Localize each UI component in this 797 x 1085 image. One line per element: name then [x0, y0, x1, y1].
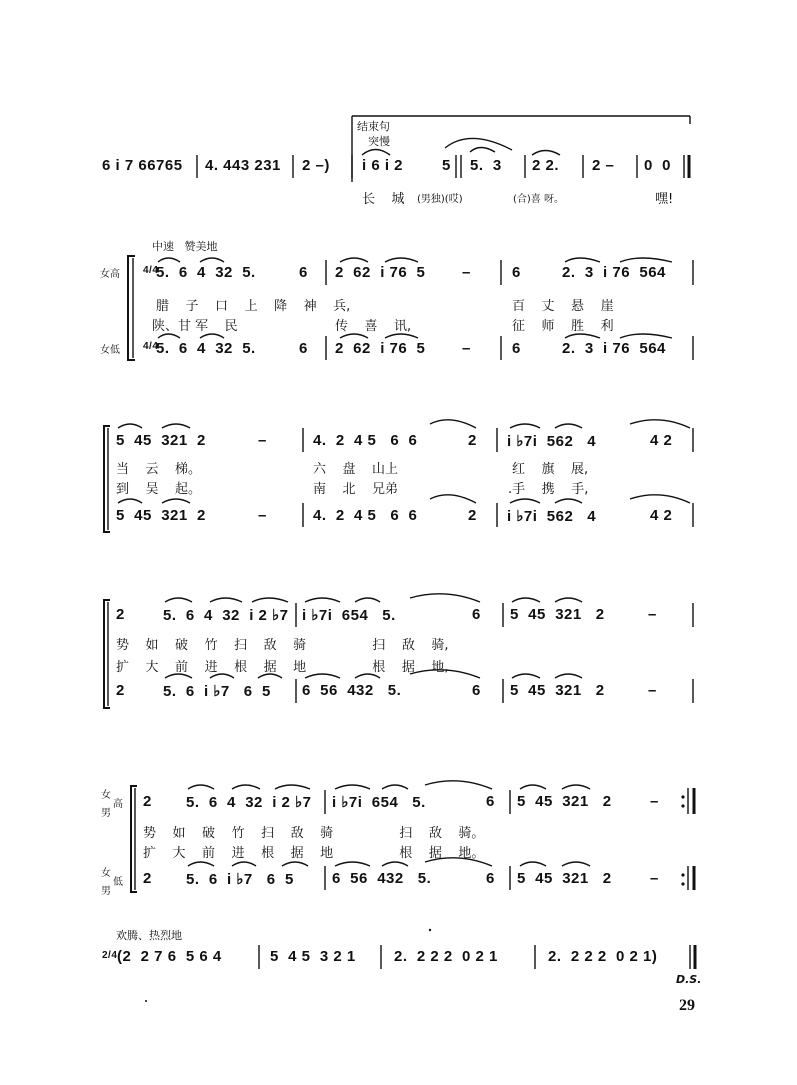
slur — [335, 862, 370, 866]
slur — [425, 858, 492, 866]
notes-s2-high-a: 5 45 321 2 — [116, 432, 206, 449]
lyric-s1-line2-c: 征 师 胜 利 — [512, 319, 614, 334]
notes-s5-a: (2 2 7 6 5 6 4 — [117, 948, 222, 965]
slur — [565, 258, 600, 262]
notes-top-d: i 6 i 2 — [362, 157, 404, 174]
slur — [340, 334, 368, 338]
slur — [382, 862, 408, 866]
lyric-top-a: 长 城 — [362, 192, 405, 207]
notes-s3-low-a: 2 — [116, 682, 125, 699]
notes-top-h: 2 – — [592, 157, 615, 174]
slur — [188, 785, 214, 789]
notes-s4-high-d: 6 — [486, 793, 495, 810]
slur — [520, 785, 546, 789]
slur — [562, 862, 590, 866]
slur — [252, 598, 288, 602]
notes-s4-low-c: 6 56 432 5. — [332, 870, 432, 887]
slur — [555, 598, 582, 602]
slur — [565, 334, 600, 338]
slur — [282, 862, 308, 866]
notes-s3-high-f: – — [648, 606, 657, 623]
time-signature-1b: 4/4 — [143, 341, 159, 352]
notes-top-g: 2 2. — [532, 157, 560, 174]
notes-s1-high-e: 6 — [512, 264, 521, 281]
notes-s4-low-d: 6 — [486, 870, 495, 887]
lyric-top-d: 嘿! — [655, 192, 674, 207]
notes-s2-high-f: 4 2 — [650, 432, 673, 449]
notes-s4-low-b: 5. 6 i ♭7 6 5 — [186, 871, 294, 888]
notes-s2-low-d: 2 — [468, 507, 477, 524]
notes-top-f: 5. 3 — [470, 157, 502, 174]
part-label-low: 女低 — [100, 345, 120, 356]
repeat-dot — [681, 795, 684, 798]
speck — [145, 1000, 147, 1002]
slur — [620, 258, 672, 262]
notes-s2-high-b: – — [258, 432, 267, 449]
slur — [430, 420, 476, 428]
part-label-4-low-3: 男 — [101, 886, 111, 897]
notes-s2-high-e: i ♭7i 562 4 — [507, 433, 597, 450]
lyric-s2-line1-c: 红 旗 展, — [512, 462, 589, 477]
slur — [410, 594, 480, 602]
slur — [510, 499, 540, 503]
part-label-4-high-1: 女 — [101, 790, 111, 801]
system-bracket — [104, 426, 110, 532]
speck — [429, 929, 431, 931]
slur — [258, 674, 282, 678]
slur — [512, 598, 540, 602]
slur — [210, 598, 242, 602]
notes-s4-high-e: 5 45 321 2 — [517, 793, 612, 810]
slur — [512, 674, 540, 678]
slur — [118, 424, 142, 428]
notes-s3-low-b: 5. 6 i ♭7 6 5 — [163, 683, 271, 700]
slur — [532, 151, 560, 156]
slur — [555, 499, 582, 503]
notes-s3-high-c: i ♭7i 654 5. — [302, 607, 396, 624]
slur — [165, 674, 192, 678]
notes-s3-high-a: 2 — [116, 606, 125, 623]
slur — [232, 862, 256, 866]
slur — [200, 258, 224, 262]
system-bracket — [128, 256, 135, 360]
repeat-dot — [681, 882, 684, 885]
notes-s1-low-b: 6 — [299, 340, 308, 357]
slur — [210, 674, 234, 678]
notes-s2-low-a: 5 45 321 2 — [116, 507, 206, 524]
lyric-s2-line1-b: 六 盘 山上 — [313, 462, 399, 477]
notes-s2-high-c: 4. 2 4 5 6 6 — [313, 432, 418, 449]
tempo-box-text-2: 突慢 — [368, 135, 390, 148]
slur — [165, 598, 192, 602]
time-signature-5: 2/4 — [102, 950, 118, 961]
lyric-s1-line1-b: 百 丈 悬 崖 — [512, 299, 614, 314]
notes-s3-high-b: 5. 6 4 32 i 2 ♭7 — [163, 607, 289, 624]
lyric-s2-line2-a: 到 吴 起。 — [116, 482, 202, 497]
slur — [425, 781, 492, 789]
notes-s3-high-d: 6 — [472, 606, 481, 623]
page-number: 29 — [679, 997, 695, 1014]
lyric-s1-line1-a: 腊 子 口 上 降 神 兵, — [156, 299, 351, 314]
lyric-s3-line2: 扩 大 前 进 根 据 地 根 据 地, — [116, 660, 449, 675]
slur — [188, 862, 214, 866]
lyric-s2-line2-b: 南 北 兄弟 — [313, 482, 399, 497]
lyric-s1-line2-a: 陕、甘 军 民 — [152, 319, 238, 334]
notes-s2-low-c: 4. 2 4 5 6 6 — [313, 507, 418, 524]
notes-s4-high-b: 5. 6 4 32 i 2 ♭7 — [186, 794, 312, 811]
slur — [340, 258, 368, 262]
notes-s3-low-f: – — [648, 682, 657, 699]
notes-s4-high-f: – — [650, 793, 659, 810]
lyric-s1-line2-b: 传 喜 讯, — [335, 319, 412, 334]
notes-s1-low-c: 2 62 i 76 5 — [335, 340, 426, 357]
notes-s4-low-e: 5 45 321 2 — [517, 870, 612, 887]
notes-s1-low-d: – — [462, 340, 471, 357]
slur — [430, 495, 476, 503]
notes-s5-b: 5 4 5 3 2 1 — [270, 948, 356, 965]
time-signature-1a: 4/4 — [143, 265, 159, 276]
system-bracket — [131, 786, 137, 892]
lyric-top-b: (男独)(哎) — [417, 194, 463, 205]
slur — [630, 420, 690, 428]
slur — [355, 598, 380, 602]
notes-s1-high-c: 2 62 i 76 5 — [335, 264, 426, 281]
slur — [335, 785, 370, 789]
slur — [158, 258, 180, 262]
notes-s2-low-b: – — [258, 507, 267, 524]
slur — [562, 785, 590, 789]
notes-s3-low-e: 5 45 321 2 — [510, 682, 605, 699]
notes-s1-high-d: – — [462, 264, 471, 281]
notes-s1-low-e: 6 — [512, 340, 521, 357]
lyric-s4-line1: 势 如 破 竹 扫 敌 骑 扫 敌 骑。 — [143, 826, 485, 841]
tempo-box-outline — [352, 116, 690, 182]
notes-s4-high-c: i ♭7i 654 5. — [332, 794, 426, 811]
notes-s3-low-d: 6 — [472, 682, 481, 699]
slur — [275, 785, 310, 789]
notes-s2-low-e: i ♭7i 562 4 — [507, 508, 597, 525]
notes-s1-high-f: 2. 3 i 76 564 — [562, 264, 666, 281]
notes-s4-low-a: 2 — [143, 870, 152, 887]
tempo-box-text-1: 结束句 — [357, 120, 390, 133]
lyric-s2-line2-c: .手 携 手, — [508, 482, 589, 497]
notes-top-e: 5 — [442, 157, 451, 174]
slur — [200, 334, 224, 338]
repeat-dot — [681, 804, 684, 807]
notes-s4-low-f: – — [650, 870, 659, 887]
part-label-4-low-2: 低 — [113, 877, 123, 888]
slur — [555, 424, 582, 428]
slur — [305, 674, 340, 678]
slur — [158, 334, 180, 338]
notes-s4-high-a: 2 — [143, 793, 152, 810]
lyric-s4-line2: 扩 大 前 进 根 据 地 根 据 地。 — [143, 846, 485, 861]
slur — [362, 150, 390, 156]
notes-s5-d: 2. 2 2 2 0 2 1) — [548, 948, 658, 965]
lyric-s3-line1: 势 如 破 竹 扫 敌 骑 扫 敌 骑, — [116, 638, 449, 653]
lyric-top-c: (合)喜 呀。 — [513, 194, 564, 205]
slur — [118, 499, 142, 503]
notes-s2-high-d: 2 — [468, 432, 477, 449]
notes-s1-high-a: 5. 6 4 32 5. — [156, 264, 256, 281]
ds-marking: D.S. — [676, 973, 702, 986]
slur — [385, 334, 418, 338]
slur — [305, 598, 340, 602]
slur — [162, 499, 190, 503]
slur — [510, 424, 540, 428]
repeat-dot — [681, 873, 684, 876]
notes-top-b: 4. 443 231 — [205, 157, 281, 174]
slur — [162, 424, 190, 428]
notes-s3-high-e: 5 45 321 2 — [510, 606, 605, 623]
slur — [620, 334, 672, 338]
lyric-s2-line1-a: 当 云 梯。 — [116, 462, 202, 477]
slur — [470, 148, 495, 153]
notes-top-i: 0 0 — [644, 157, 672, 174]
notes-top-a: 6 i 7 66765 — [102, 157, 183, 174]
slur — [520, 862, 546, 866]
notes-top-c: 2 –) — [302, 157, 330, 174]
slur — [232, 785, 260, 789]
notes-s5-c: 2. 2 2 2 0 2 1 — [394, 948, 498, 965]
part-label-high: 女高 — [100, 269, 120, 280]
notes-s2-low-f: 4 2 — [650, 507, 673, 524]
tempo-system5: 欢腾、热烈地 — [116, 929, 182, 942]
slur — [385, 258, 418, 262]
slur — [410, 670, 480, 678]
slur — [630, 495, 690, 503]
part-label-4-high-3: 男 — [101, 808, 111, 819]
notes-s1-high-b: 6 — [299, 264, 308, 281]
slur — [555, 674, 582, 678]
notes-s1-low-a: 5. 6 4 32 5. — [156, 340, 256, 357]
slur — [355, 674, 380, 678]
notes-s1-low-f: 2. 3 i 76 564 — [562, 340, 666, 357]
system-bracket — [104, 600, 110, 708]
part-label-4-low-1: 女 — [101, 868, 111, 879]
notes-s3-low-c: 6 56 432 5. — [302, 682, 402, 699]
tempo-system1: 中速 赞美地 — [152, 240, 218, 253]
slur — [382, 785, 408, 789]
part-label-4-high-2: 高 — [113, 799, 123, 810]
